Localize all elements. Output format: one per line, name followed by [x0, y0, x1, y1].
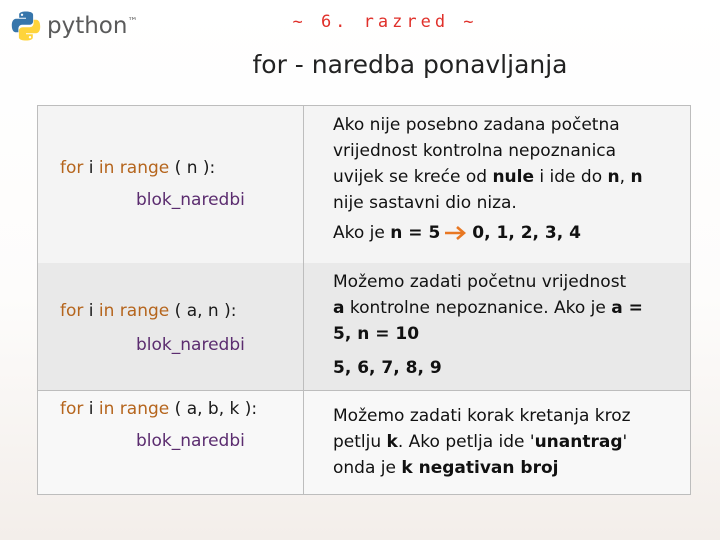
grade-label: ~ 6. razred ~	[292, 12, 478, 32]
description-cell	[304, 263, 690, 390]
arrow-right-icon	[443, 225, 469, 241]
block-statements: blok_naredbi	[136, 335, 245, 355]
table-row	[38, 263, 690, 391]
description-text: Možemo zadati početnu vrijednost a kontrolne nepoznanice. Ako je a = 5, n = 10 5, 6, 7, 8, 9	[333, 272, 643, 378]
logo-text: python™	[47, 13, 138, 39]
block-statements: blok_naredbi	[136, 431, 245, 451]
table-row	[38, 106, 690, 264]
description-text: Ako nije posebno zadana početna vrijednost kontrolna nepoznanica uvijek se kreće od nule i ide do n, n nije sastavni dio niza. Ako je n = 5 0, 1, 2, 3, 4	[333, 115, 643, 243]
code-line: for i in range ( n ):	[60, 158, 216, 178]
description-text: Možemo zadati korak kretanja kroz petlju k. Ako petlja ide 'unantrag' onda je k negativan broj	[333, 406, 631, 478]
description-cell	[304, 106, 690, 263]
code-cell	[38, 106, 304, 263]
content-table	[37, 105, 691, 495]
code-line: for i in range ( a, b, k ):	[60, 399, 258, 419]
table-row	[38, 391, 690, 494]
description-cell	[304, 391, 690, 494]
code-cell	[38, 391, 304, 494]
code-line: for i in range ( a, n ):	[60, 301, 237, 321]
code-cell	[38, 263, 304, 390]
page-title: for - naredba ponavljanja	[252, 50, 568, 79]
block-statements: blok_naredbi	[136, 190, 245, 210]
